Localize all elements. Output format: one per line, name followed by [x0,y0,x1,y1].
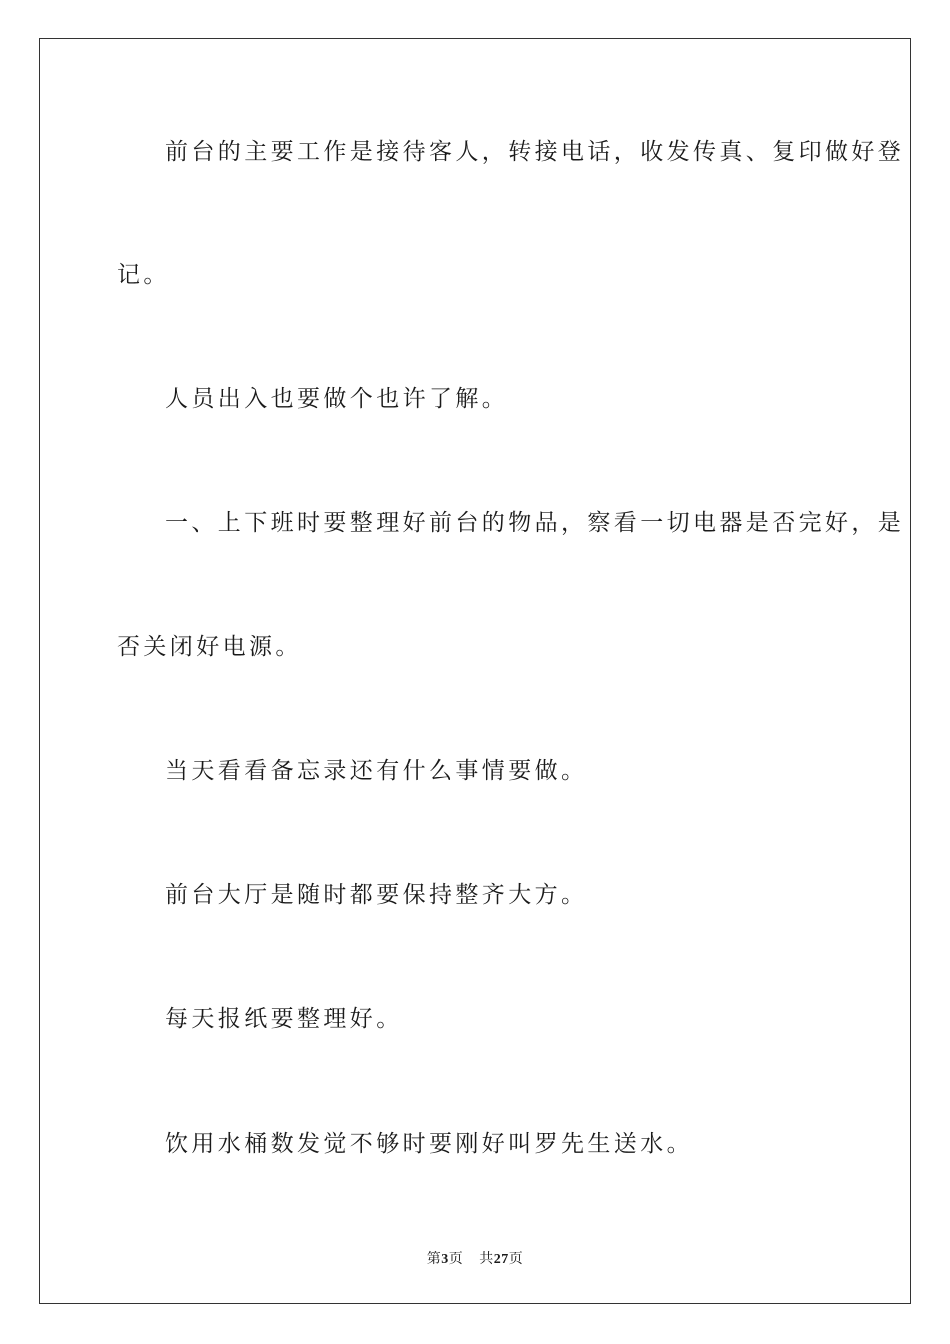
paragraph-line-5: 否关闭好电源。 [117,634,302,660]
paragraph-line-3: 人员出入也要做个也许了解。 [165,386,509,412]
paragraph-line-7: 前台大厅是随时都要保持整齐大方。 [165,882,588,908]
paragraph-line-9: 饮用水桶数发觉不够时要刚好叫罗先生送水。 [165,1131,693,1157]
paragraph-line-4: 一、上下班时要整理好前台的物品，察看一切电器是否完好，是 [165,510,905,536]
footer-page-suffix: 页 [448,1252,464,1267]
paragraph-line-8: 每天报纸要整理好。 [165,1006,403,1032]
footer-total-suffix: 页 [508,1252,524,1267]
footer-page-prefix: 第 [426,1252,442,1267]
page-border [39,38,911,1304]
paragraph-line-2: 记。 [117,262,170,288]
footer-total-pages: 27 [493,1252,509,1267]
footer-total-prefix: 共 [479,1252,494,1267]
footer-page-number: 3 [441,1252,449,1267]
paragraph-line-6: 当天看看备忘录还有什么事情要做。 [165,758,588,784]
paragraph-line-1: 前台的主要工作是接待客人，转接电话，收发传真、复印做好登 [165,139,905,165]
page-footer [0,1248,950,1268]
